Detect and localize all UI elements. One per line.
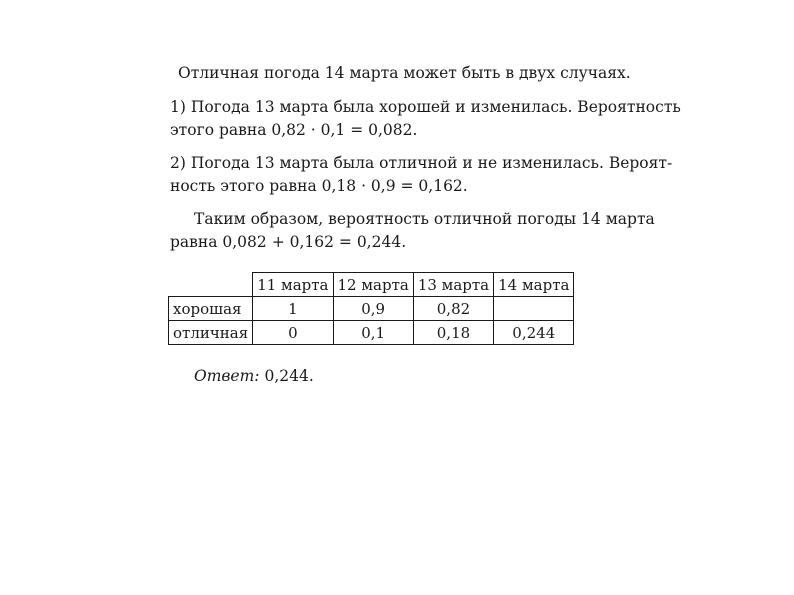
table-cell: 0,18 (413, 321, 493, 345)
table-cell: 1 (253, 297, 333, 321)
conclusion-line2: равна 0,082 + 0,162 = 0,244. (170, 233, 407, 251)
table-cell: 0 (253, 321, 333, 345)
probability-table (168, 272, 574, 345)
table-row (169, 297, 574, 321)
table-row-label: отличная (169, 321, 253, 345)
table-cell: 0,244 (494, 321, 574, 345)
table-cell: 0,82 (413, 297, 493, 321)
answer-line (194, 366, 646, 386)
table-header-cell: 14 марта (494, 273, 574, 297)
table-header-cell: 13 марта (413, 273, 493, 297)
table-header-cell: 12 марта (333, 273, 413, 297)
case1-line1: 1) Погода 13 марта была хорошей и изменилась. Вероятность (170, 98, 681, 116)
table-header-cell: 11 марта (253, 273, 333, 297)
table-cell (494, 297, 574, 321)
intro-text: Отличная погода 14 марта может быть в двух случаях. (178, 64, 631, 82)
case2-line2: ность этого равна 0,18 · 0,9 = 0,162. (170, 177, 468, 195)
table-header-row (169, 273, 574, 297)
case1-line2: этого равна 0,82 · 0,1 = 0,082. (170, 121, 418, 139)
table-cell: 0,1 (333, 321, 413, 345)
case2-line1: 2) Погода 13 марта была отличной и не изменилась. Вероят- (170, 154, 673, 172)
table-row-label: хорошая (169, 297, 253, 321)
answer-label: Ответ: (194, 367, 260, 385)
answer-value: 0,244. (264, 367, 314, 385)
table-corner-cell (169, 273, 253, 297)
conclusion-line1: Таким образом, вероятность отличной погоды 14 марта (194, 210, 655, 228)
table-cell: 0,9 (333, 297, 413, 321)
table-row (169, 321, 574, 345)
